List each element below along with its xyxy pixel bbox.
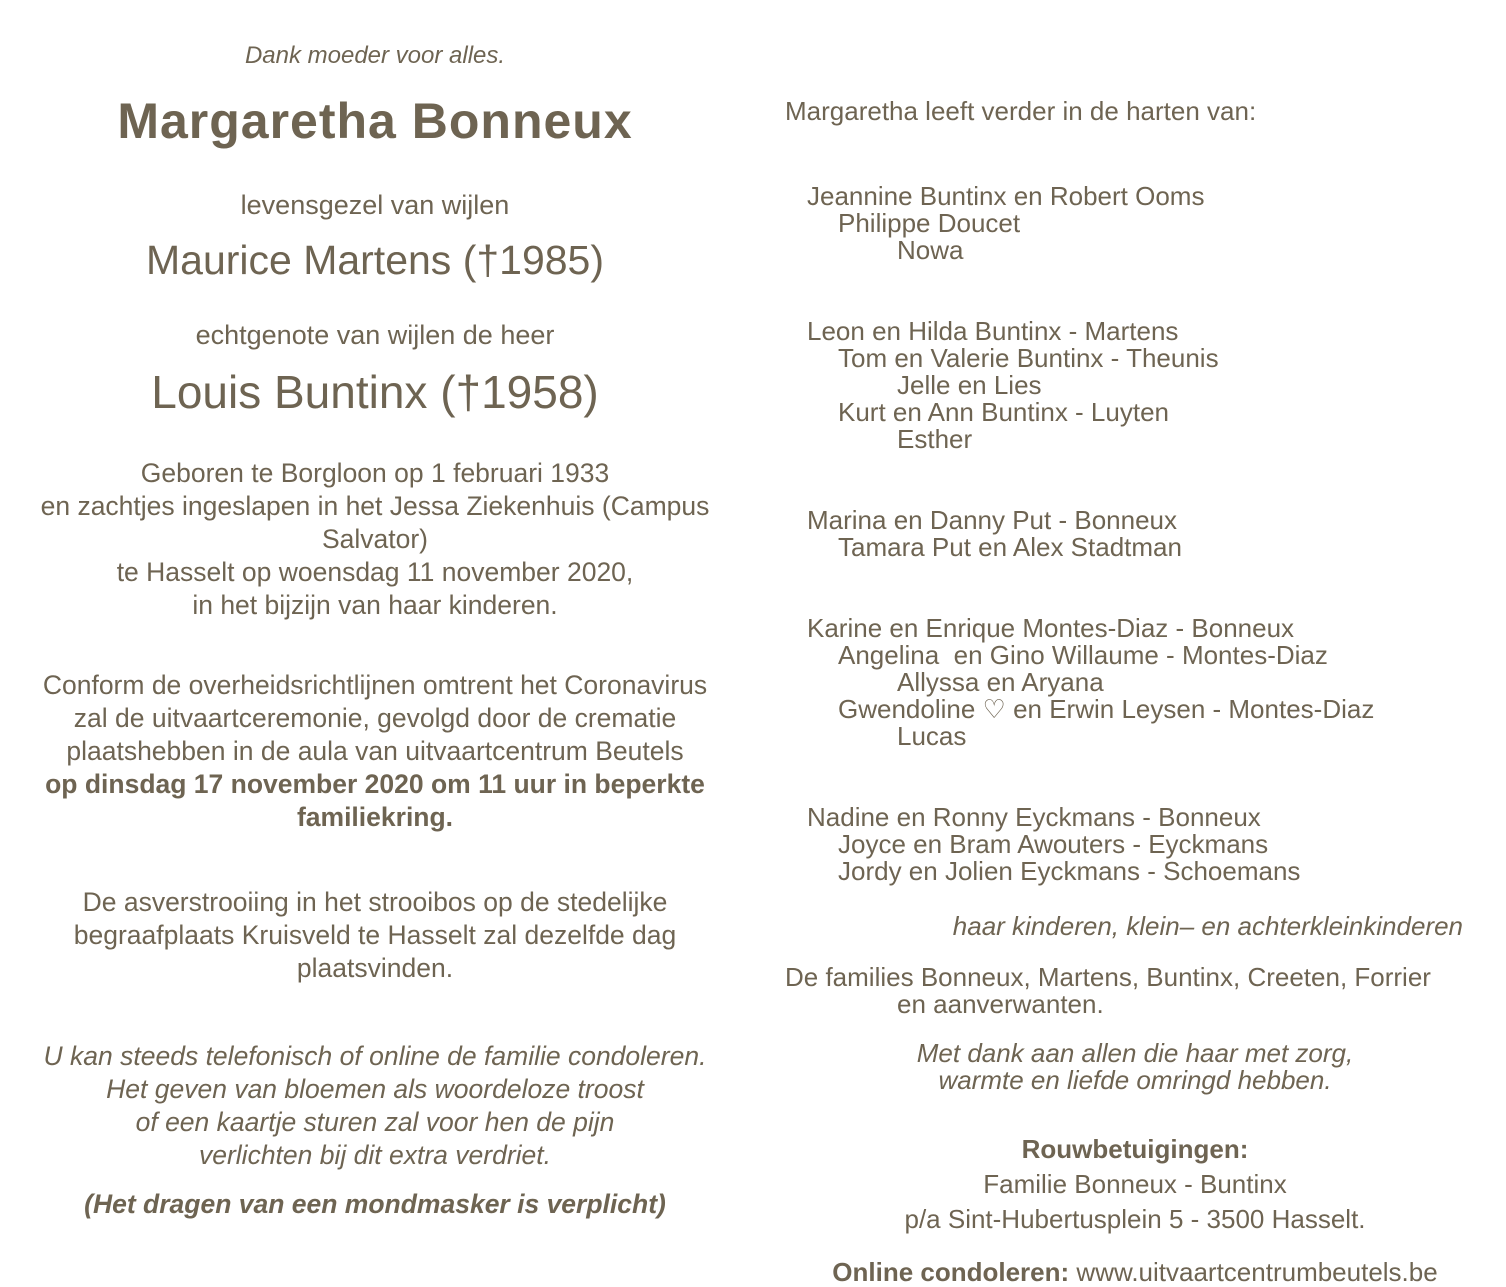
families-paragraph [785,964,1485,1018]
epigraph: Dank moeder voor alles. [244,42,506,69]
family-member-line: Esther [897,424,973,454]
deceased-column [20,0,730,1220]
mask-notice: (Het dragen van een mondmasker is verplicht) [84,1189,666,1219]
condolence-line: U kan steeds telefonisch of online de familie condoleren. [43,1041,707,1071]
family-member-line: Jeannine Buntinx en Robert Ooms [807,181,1205,211]
life-line: Geboren te Borgloon op 1 februari 1933 [140,458,610,488]
ceremony-paragraph [20,669,730,834]
ceremony-line: Conform de overheidsrichtlijnen omtrent het Coronavirus [42,670,708,700]
life-line: en zachtjes ingeslapen in het Jessa Ziekenhuis (Campus Salvator) [40,491,710,554]
family-member-line: Nowa [897,235,964,265]
condolences-label: Rouwbetuigingen: [1021,1134,1249,1164]
family-group [785,804,1485,885]
children-note: haar kinderen, klein– en achterkleinkinderen [952,911,1463,941]
ceremony-line: zal de uitvaartceremonie, gevolgd door de crematie [73,703,677,733]
condolences-line: Familie Bonneux - Buntinx [983,1169,1287,1199]
online-condolence-label: Online condoleren: [832,1257,1070,1287]
condolences-line: p/a Sint-Hubertusplein 5 - 3500 Hasselt. [904,1204,1366,1234]
family-column [785,0,1485,1286]
families-line: De families Bonneux, Martens, Buntinx, Creeten, Forrier [785,962,1431,992]
condolence-line: verlichten bij dit extra verdriet. [198,1140,551,1170]
family-group [785,615,1485,750]
thanks-paragraph [785,1040,1485,1094]
family-member-line: Gwendoline ♡ en Erwin Leysen - Montes-Diaz [838,694,1375,724]
ceremony-date-line: op dinsdag 17 november 2020 om 11 uur in beperkte familiekring. [45,769,705,832]
relation-line-2: echtgenote van wijlen de heer [195,320,555,350]
condolence-line: Het geven van bloemen als woordeloze troost [106,1074,644,1104]
family-member-line: Marina en Danny Put - Bonneux [807,505,1177,535]
family-member-line: Lucas [897,721,967,751]
family-member-line: Allyssa en Aryana [897,667,1104,697]
partner-name-1: Maurice Martens (†1985) [145,237,605,283]
family-member-line: Philippe Doucet [838,208,1021,238]
partner-name-2: Louis Buntinx (†1958) [151,366,599,418]
family-groups [785,183,1485,885]
family-member-line: Angelina en Gino Willaume - Montes-Diaz [838,640,1328,670]
condolences-block [785,1132,1485,1237]
family-member-line: Tom en Valerie Buntinx - Theunis [838,343,1219,373]
online-condolence-line [785,1259,1485,1286]
family-member-line: Joyce en Bram Awouters - Eyckmans [838,829,1269,859]
relation-line-1: levensgezel van wijlen [240,190,510,220]
scattering-line: begraafplaats Kruisveld te Hasselt zal dezelfde dag plaatsvinden. [73,920,677,983]
families-line: en aanverwanten. [897,989,1104,1019]
life-line: te Hasselt op woensdag 11 november 2020, [116,557,634,587]
family-member-line: Jelle en Lies [897,370,1042,400]
life-line: in het bijzijn van haar kinderen. [192,590,558,620]
deceased-name: Margaretha Bonneux [117,93,633,149]
family-member-line: Karine en Enrique Montes-Diaz - Bonneux [807,613,1295,643]
thanks-line: Met dank aan allen die haar met zorg, [916,1038,1354,1068]
family-member-line: Jordy en Jolien Eyckmans - Schoemans [838,856,1301,886]
condolence-paragraph [20,1040,730,1172]
family-member-line: Tamara Put en Alex Stadtman [838,532,1182,562]
condolence-line: of een kaartje sturen zal voor hen de pijn [135,1107,615,1137]
ceremony-line: plaatshebben in de aula van uitvaartcentrum Beutels [66,736,684,766]
life-dates-paragraph [20,457,730,622]
family-group [785,507,1485,561]
family-group [785,318,1485,453]
scattering-line: De asverstrooiing in het strooibos op de stedelijke [82,887,668,917]
family-member-line: Nadine en Ronny Eyckmans - Bonneux [807,802,1261,832]
thanks-line: warmte en liefde omringd hebben. [938,1065,1332,1095]
family-member-line: Leon en Hilda Buntinx - Martens [807,316,1179,346]
online-condolence-url: www.uitvaartcentrumbeutels.be [1076,1257,1438,1287]
ash-scattering-paragraph [20,886,730,985]
family-member-line: Kurt en Ann Buntinx - Luyten [838,397,1169,427]
family-group [785,183,1485,264]
memory-header: Margaretha leeft verder in de harten van: [785,96,1257,126]
